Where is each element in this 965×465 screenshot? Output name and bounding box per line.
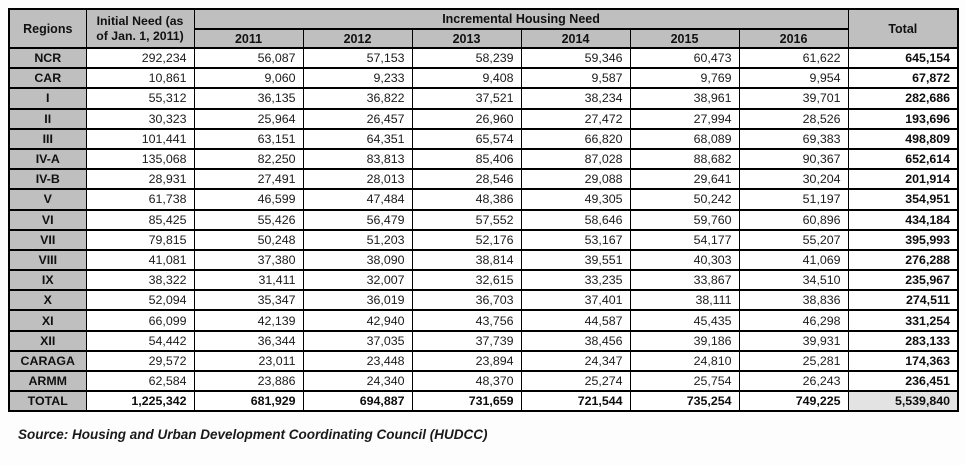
value-cell: 52,094 xyxy=(86,290,194,310)
value-cell: 38,322 xyxy=(86,270,194,290)
region-label-iv-a: IV-A xyxy=(9,149,86,169)
total-header: Total xyxy=(848,9,958,48)
value-cell: 36,822 xyxy=(303,88,412,108)
value-cell: 24,340 xyxy=(303,371,412,391)
value-cell: 88,682 xyxy=(630,149,739,169)
value-cell: 292,234 xyxy=(86,48,194,68)
year-header-2014: 2014 xyxy=(521,29,630,48)
region-label-i: I xyxy=(9,88,86,108)
row-total-cell: 283,133 xyxy=(848,331,958,351)
value-cell: 51,203 xyxy=(303,230,412,250)
value-cell: 29,572 xyxy=(86,351,194,371)
source-caption: Source: Housing and Urban Development Coordinating Council (HUDCC) xyxy=(18,427,488,442)
region-label-ii: II xyxy=(9,109,86,129)
header-group-row xyxy=(9,9,958,29)
table-row-viii xyxy=(9,250,958,270)
table-row-ncr xyxy=(9,48,958,68)
value-cell: 23,894 xyxy=(412,351,521,371)
value-cell: 34,510 xyxy=(739,270,848,290)
value-cell: 37,035 xyxy=(303,331,412,351)
row-total-cell: 235,967 xyxy=(848,270,958,290)
value-cell: 55,312 xyxy=(86,88,194,108)
value-cell: 25,274 xyxy=(521,371,630,391)
table-row-xii xyxy=(9,331,958,351)
value-cell: 26,960 xyxy=(412,109,521,129)
value-cell: 44,587 xyxy=(521,310,630,330)
value-cell: 101,441 xyxy=(86,129,194,149)
row-total-cell: 645,154 xyxy=(848,48,958,68)
value-cell: 69,383 xyxy=(739,129,848,149)
value-cell: 48,386 xyxy=(412,189,521,209)
value-cell: 60,896 xyxy=(739,210,848,230)
table-row-vi xyxy=(9,210,958,230)
value-cell: 64,351 xyxy=(303,129,412,149)
value-cell: 41,081 xyxy=(86,250,194,270)
row-total-cell: 174,363 xyxy=(848,351,958,371)
value-cell: 42,139 xyxy=(194,310,303,330)
value-cell: 38,961 xyxy=(630,88,739,108)
row-total-cell: 276,288 xyxy=(848,250,958,270)
value-cell: 87,028 xyxy=(521,149,630,169)
row-total-cell: 5,539,840 xyxy=(848,391,958,411)
value-cell: 681,929 xyxy=(194,391,303,411)
value-cell: 28,013 xyxy=(303,169,412,189)
value-cell: 39,186 xyxy=(630,331,739,351)
value-cell: 38,456 xyxy=(521,331,630,351)
row-total-cell: 274,511 xyxy=(848,290,958,310)
table-row-iv-b xyxy=(9,169,958,189)
value-cell: 33,867 xyxy=(630,270,739,290)
value-cell: 66,820 xyxy=(521,129,630,149)
value-cell: 56,479 xyxy=(303,210,412,230)
value-cell: 33,235 xyxy=(521,270,630,290)
value-cell: 9,408 xyxy=(412,68,521,88)
value-cell: 85,406 xyxy=(412,149,521,169)
table-row-x xyxy=(9,290,958,310)
value-cell: 135,068 xyxy=(86,149,194,169)
value-cell: 62,584 xyxy=(86,371,194,391)
value-cell: 39,701 xyxy=(739,88,848,108)
row-total-cell: 201,914 xyxy=(848,169,958,189)
value-cell: 40,303 xyxy=(630,250,739,270)
value-cell: 23,011 xyxy=(194,351,303,371)
value-cell: 51,197 xyxy=(739,189,848,209)
value-cell: 52,176 xyxy=(412,230,521,250)
value-cell: 23,886 xyxy=(194,371,303,391)
table-row-armm xyxy=(9,371,958,391)
region-label-iv-b: IV-B xyxy=(9,169,86,189)
region-label-ncr: NCR xyxy=(9,48,86,68)
value-cell: 37,739 xyxy=(412,331,521,351)
value-cell: 24,347 xyxy=(521,351,630,371)
value-cell: 27,491 xyxy=(194,169,303,189)
region-label-xii: XII xyxy=(9,331,86,351)
initial-need-header: Initial Need (as of Jan. 1, 2011) xyxy=(86,9,194,48)
value-cell: 9,954 xyxy=(739,68,848,88)
year-header-2013: 2013 xyxy=(412,29,521,48)
value-cell: 59,346 xyxy=(521,48,630,68)
value-cell: 54,442 xyxy=(86,331,194,351)
region-label-v: V xyxy=(9,189,86,209)
row-total-cell: 652,614 xyxy=(848,149,958,169)
value-cell: 41,069 xyxy=(739,250,848,270)
value-cell: 26,457 xyxy=(303,109,412,129)
region-label-vii: VII xyxy=(9,230,86,250)
table-row-i xyxy=(9,88,958,108)
year-header-2011: 2011 xyxy=(194,29,303,48)
region-label-car: CAR xyxy=(9,68,86,88)
row-total-cell: 498,809 xyxy=(848,129,958,149)
value-cell: 28,546 xyxy=(412,169,521,189)
value-cell: 23,448 xyxy=(303,351,412,371)
value-cell: 35,347 xyxy=(194,290,303,310)
value-cell: 38,090 xyxy=(303,250,412,270)
value-cell: 735,254 xyxy=(630,391,739,411)
value-cell: 1,225,342 xyxy=(86,391,194,411)
value-cell: 90,367 xyxy=(739,149,848,169)
value-cell: 85,425 xyxy=(86,210,194,230)
year-header-2015: 2015 xyxy=(630,29,739,48)
value-cell: 38,111 xyxy=(630,290,739,310)
value-cell: 46,599 xyxy=(194,189,303,209)
value-cell: 37,380 xyxy=(194,250,303,270)
region-label-viii: VIII xyxy=(9,250,86,270)
value-cell: 32,007 xyxy=(303,270,412,290)
value-cell: 56,087 xyxy=(194,48,303,68)
value-cell: 32,615 xyxy=(412,270,521,290)
value-cell: 25,281 xyxy=(739,351,848,371)
value-cell: 83,813 xyxy=(303,149,412,169)
row-total-cell: 67,872 xyxy=(848,68,958,88)
value-cell: 38,234 xyxy=(521,88,630,108)
value-cell: 30,204 xyxy=(739,169,848,189)
value-cell: 55,426 xyxy=(194,210,303,230)
region-label-x: X xyxy=(9,290,86,310)
value-cell: 37,401 xyxy=(521,290,630,310)
value-cell: 61,738 xyxy=(86,189,194,209)
value-cell: 28,526 xyxy=(739,109,848,129)
value-cell: 749,225 xyxy=(739,391,848,411)
table-row-total xyxy=(9,391,958,411)
year-header-2012: 2012 xyxy=(303,29,412,48)
value-cell: 68,089 xyxy=(630,129,739,149)
value-cell: 36,135 xyxy=(194,88,303,108)
region-label-armm: ARMM xyxy=(9,371,86,391)
value-cell: 50,248 xyxy=(194,230,303,250)
table-row-car xyxy=(9,68,958,88)
value-cell: 27,472 xyxy=(521,109,630,129)
value-cell: 27,994 xyxy=(630,109,739,129)
value-cell: 10,861 xyxy=(86,68,194,88)
value-cell: 9,233 xyxy=(303,68,412,88)
value-cell: 79,815 xyxy=(86,230,194,250)
value-cell: 25,964 xyxy=(194,109,303,129)
year-header-2016: 2016 xyxy=(739,29,848,48)
table-row-xi xyxy=(9,310,958,330)
value-cell: 9,060 xyxy=(194,68,303,88)
row-total-cell: 331,254 xyxy=(848,310,958,330)
value-cell: 37,521 xyxy=(412,88,521,108)
value-cell: 48,370 xyxy=(412,371,521,391)
value-cell: 58,239 xyxy=(412,48,521,68)
housing-need-table xyxy=(8,8,959,412)
row-total-cell: 354,951 xyxy=(848,189,958,209)
value-cell: 58,646 xyxy=(521,210,630,230)
table-row-iv-a xyxy=(9,149,958,169)
value-cell: 57,153 xyxy=(303,48,412,68)
table-row-ix xyxy=(9,270,958,290)
value-cell: 29,088 xyxy=(521,169,630,189)
value-cell: 65,574 xyxy=(412,129,521,149)
value-cell: 25,754 xyxy=(630,371,739,391)
value-cell: 694,887 xyxy=(303,391,412,411)
row-total-cell: 236,451 xyxy=(848,371,958,391)
region-label-ix: IX xyxy=(9,270,86,290)
value-cell: 50,242 xyxy=(630,189,739,209)
value-cell: 731,659 xyxy=(412,391,521,411)
value-cell: 26,243 xyxy=(739,371,848,391)
table-row-iii xyxy=(9,129,958,149)
regions-header: Regions xyxy=(9,9,86,48)
value-cell: 63,151 xyxy=(194,129,303,149)
table-row-v xyxy=(9,189,958,209)
value-cell: 29,641 xyxy=(630,169,739,189)
row-total-cell: 193,696 xyxy=(848,109,958,129)
value-cell: 46,298 xyxy=(739,310,848,330)
value-cell: 31,411 xyxy=(194,270,303,290)
value-cell: 9,769 xyxy=(630,68,739,88)
value-cell: 38,836 xyxy=(739,290,848,310)
value-cell: 36,344 xyxy=(194,331,303,351)
value-cell: 24,810 xyxy=(630,351,739,371)
value-cell: 43,756 xyxy=(412,310,521,330)
value-cell: 45,435 xyxy=(630,310,739,330)
value-cell: 60,473 xyxy=(630,48,739,68)
value-cell: 39,551 xyxy=(521,250,630,270)
value-cell: 61,622 xyxy=(739,48,848,68)
value-cell: 36,703 xyxy=(412,290,521,310)
table-row-caraga xyxy=(9,351,958,371)
row-total-cell: 395,993 xyxy=(848,230,958,250)
value-cell: 49,305 xyxy=(521,189,630,209)
value-cell: 59,760 xyxy=(630,210,739,230)
region-label-total: TOTAL xyxy=(9,391,86,411)
value-cell: 721,544 xyxy=(521,391,630,411)
value-cell: 82,250 xyxy=(194,149,303,169)
value-cell: 36,019 xyxy=(303,290,412,310)
value-cell: 9,587 xyxy=(521,68,630,88)
row-total-cell: 282,686 xyxy=(848,88,958,108)
incremental-housing-need-header: Incremental Housing Need xyxy=(194,9,848,29)
value-cell: 57,552 xyxy=(412,210,521,230)
table-row-vii xyxy=(9,230,958,250)
value-cell: 53,167 xyxy=(521,230,630,250)
value-cell: 42,940 xyxy=(303,310,412,330)
region-label-vi: VI xyxy=(9,210,86,230)
row-total-cell: 434,184 xyxy=(848,210,958,230)
value-cell: 30,323 xyxy=(86,109,194,129)
region-label-caraga: CARAGA xyxy=(9,351,86,371)
value-cell: 39,931 xyxy=(739,331,848,351)
region-label-xi: XI xyxy=(9,310,86,330)
value-cell: 38,814 xyxy=(412,250,521,270)
value-cell: 55,207 xyxy=(739,230,848,250)
region-label-iii: III xyxy=(9,129,86,149)
value-cell: 54,177 xyxy=(630,230,739,250)
value-cell: 66,099 xyxy=(86,310,194,330)
value-cell: 28,931 xyxy=(86,169,194,189)
table-row-ii xyxy=(9,109,958,129)
value-cell: 47,484 xyxy=(303,189,412,209)
